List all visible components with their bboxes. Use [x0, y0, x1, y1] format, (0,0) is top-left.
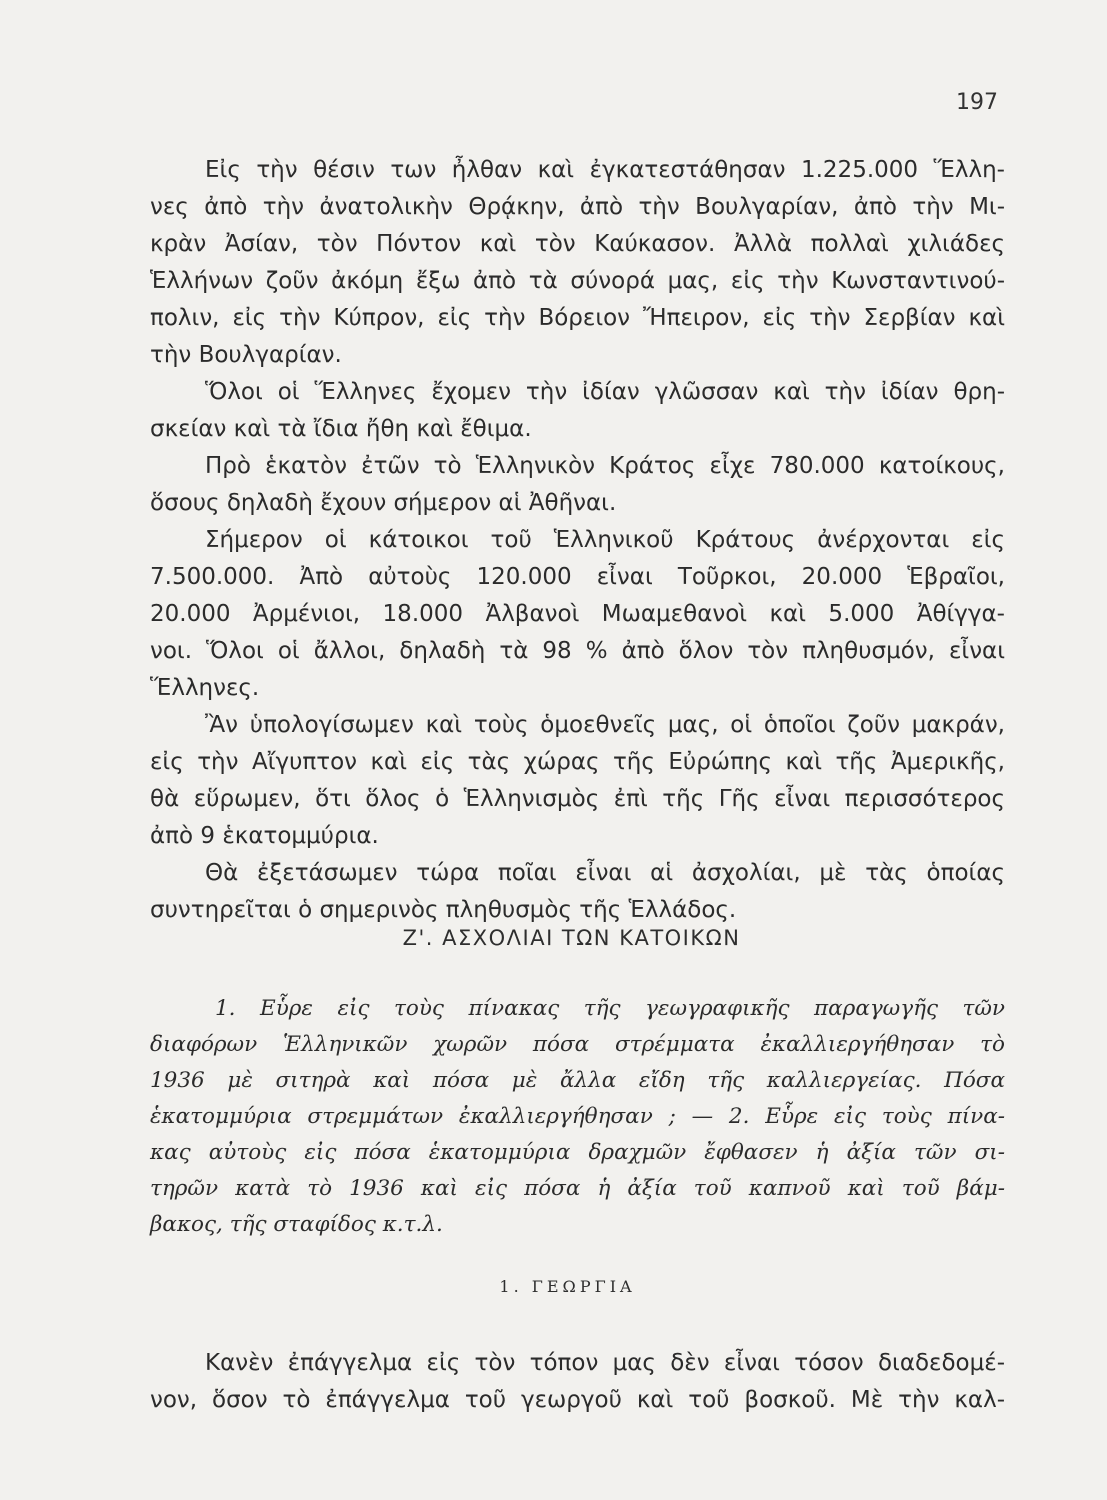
text-line: βακος, τῆς σταφίδος κ.τ.λ. [150, 1212, 443, 1237]
text-line: σκείαν καὶ τὰ ἴδια ἤθη καὶ ἔθιμα. [150, 416, 532, 442]
text-line: Ἕλληνες. [150, 675, 260, 701]
text-line: 7.500.000. Ἀπὸ αὐτοὺς 120.000 εἶναι Τοῦρκοι, 20.000 Ἑβραῖοι, [150, 564, 1005, 590]
text-line: νοι. Ὅλοι οἱ ἄλλοι, δηλαδὴ τὰ 98 % ἀπὸ ὅλον τὸν πληθυσμόν, εἶναι [150, 638, 1005, 664]
text-line: Ἑλλήνων ζοῦν ἀκόμη ἔξω ἀπὸ τὰ σύνορά μας, εἰς τὴν Κωνσταντινού- [150, 268, 1005, 294]
page-number: 197 [956, 90, 998, 115]
body-text-closing [150, 1345, 1005, 1419]
text-line: κρὰν Ἀσίαν, τὸν Πόντον καὶ τὸν Καύκασον. Ἀλλὰ πολλαὶ χιλιάδες [150, 231, 1005, 257]
text-line: νες ἀπὸ τὴν ἀνατολικὴν Θρᾴκην, ἀπὸ τὴν Βουλγαρίαν, ἀπὸ τὴν Μι- [150, 194, 1005, 220]
text-line: Πρὸ ἑκατὸν ἐτῶν τὸ Ἑλληνικὸν Κράτος εἶχε 780.000 κατοίκους, [205, 453, 1005, 479]
text-line: νον, ὅσον τὸ ἐπάγγελμα τοῦ γεωργοῦ καὶ τοῦ βοσκοῦ. Μὲ τὴν καλ- [150, 1387, 1005, 1413]
text-line: θὰ εὕρωμεν, ὅτι ὅλος ὁ Ἑλληνισμὸς ἐπὶ τῆς Γῆς εἶναι περισσότερος [150, 786, 1005, 812]
text-line: τὴν Βουλγαρίαν. [150, 342, 342, 368]
text-line: ἑκατομμύρια στρεμμάτων ἐκαλλιεργήθησαν ; — 2. Εὗρε εἰς τοὺς πίνα- [150, 1104, 1005, 1129]
text-line: 1. Εὗρε εἰς τοὺς πίνακας τῆς γεωγραφικῆς παραγωγῆς τῶν [215, 996, 1005, 1021]
text-line: ὅσους δηλαδὴ ἔχουν σήμερον αἱ Ἀθῆναι. [150, 490, 617, 516]
text-line: Εἰς τὴν θέσιν των ἦλθαν καὶ ἐγκατεστάθησαν 1.225.000 Ἕλλη- [205, 157, 1005, 183]
section-heading: Ζ'. ΑΣΧΟΛΙΑΙ ΤΩΝ ΚΑΤΟΙΚΩΝ [402, 926, 741, 950]
text-line: διαφόρων Ἑλληνικῶν χωρῶν πόσα στρέμματα ἐκαλλιεργήθησαν τὸ [150, 1032, 1005, 1057]
exercise-text [150, 991, 1005, 1243]
body-text-intro [150, 152, 1005, 929]
text-line: πολιν, εἰς τὴν Κύπρον, εἰς τὴν Βόρειον Ἤπειρον, εἰς τὴν Σερβίαν καὶ [150, 305, 1005, 331]
text-line: Θὰ ἐξετάσωμεν τώρα ποῖαι εἶναι αἱ ἀσχολίαι, μὲ τὰς ὁποίας [205, 860, 1005, 886]
text-line: 20.000 Ἀρμένιοι, 18.000 Ἀλβανοὶ Μωαμεθανοὶ καὶ 5.000 Ἀθίγγα- [150, 601, 1005, 627]
text-line: κας αὐτοὺς εἰς πόσα ἑκατομμύρια δραχμῶν ἔφθασεν ἡ ἀξία τῶν σι- [150, 1140, 1005, 1165]
text-line: συντηρεῖται ὁ σημερινὸς πληθυσμὸς τῆς Ἑλλάδος. [150, 897, 737, 923]
text-line: ἀπὸ 9 ἑκατομμύρια. [150, 823, 379, 849]
text-line: Σήμερον οἱ κάτοικοι τοῦ Ἑλληνικοῦ Κράτους ἀνέρχονται εἰς [205, 527, 1005, 553]
text-line: τηρῶν κατὰ τὸ 1936 καὶ εἰς πόσα ἡ ἀξία τοῦ καπνοῦ καὶ τοῦ βάμ- [150, 1176, 1005, 1201]
text-line: εἰς τὴν Αἴγυπτον καὶ εἰς τὰς χώρας τῆς Εὐρώπης καὶ τῆς Ἀμερικῆς, [150, 749, 1005, 775]
text-line: 1936 μὲ σιτηρὰ καὶ πόσα μὲ ἄλλα εἴδη τῆς καλλιεργείας. Πόσα [150, 1068, 1005, 1093]
text-line: Ὅλοι οἱ Ἕλληνες ἔχομεν τὴν ἰδίαν γλῶσσαν καὶ τὴν ἰδίαν θρη- [205, 379, 1005, 405]
text-line: Ἂν ὑπολογίσωμεν καὶ τοὺς ὁμοεθνεῖς μας, οἱ ὁποῖοι ζοῦν μακράν, [205, 712, 1005, 738]
text-line: Κανὲν ἐπάγγελμα εἰς τὸν τόπον μας δὲν εἶναι τόσον διαδεδομέ- [205, 1350, 1005, 1376]
subsection-heading: 1. ΓΕΩΡΓΙΑ [499, 1277, 636, 1296]
